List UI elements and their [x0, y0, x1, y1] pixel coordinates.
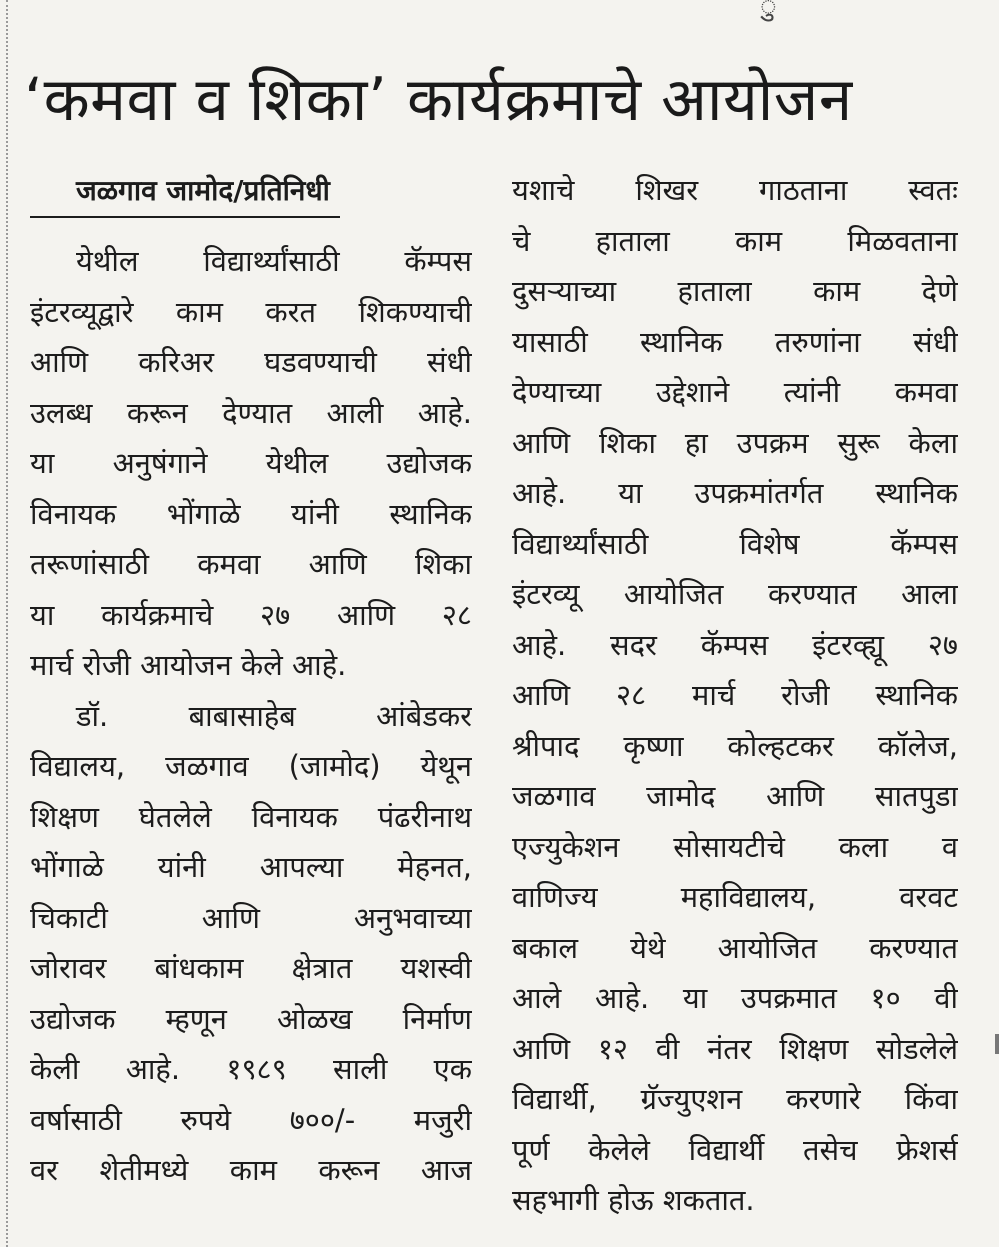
text-line: बकाल येथे आयोजित करण्यात	[512, 930, 958, 965]
text-line: इंटरव्यू आयोजित करण्यात आला	[512, 577, 958, 611]
text-line: या अनुषंगाने येथील उद्योजक	[30, 446, 472, 480]
article-column-right	[512, 165, 958, 1226]
text-line: विद्यार्थी, ग्रॅज्युएशन करणारे किंवा	[512, 1082, 958, 1116]
text-line: इंटरव्यूद्वारे काम करत शिकण्याची	[30, 294, 472, 329]
text-line: केली आहे. १९८९ साली एक	[30, 1052, 472, 1086]
text-line: वर्षासाठी रुपये ७००/- मजुरी	[30, 1102, 472, 1137]
text-line: चिकाटी आणि अनुभवाच्या	[30, 900, 472, 935]
text-line: येथील विद्यार्थ्यांसाठी कॅम्पस	[76, 244, 472, 278]
text-line: उलब्ध करून देण्यात आली आहे.	[30, 395, 472, 430]
article-column-left	[30, 165, 472, 1196]
text-line: आणि १२ वी नंतर शिक्षण सोडलेले	[512, 1031, 958, 1066]
text-line: विद्यालय, जळगाव (जामोद) येथून	[30, 749, 472, 783]
page-edge-mark	[995, 1034, 999, 1054]
text-line: दुसऱ्याच्या हाताला काम देणे	[512, 274, 958, 308]
text-line: देण्याच्या उद्देशाने त्यांनी कमवा	[512, 375, 958, 409]
text-line: शिक्षण घेतलेले विनायक पंढरीनाथ	[30, 799, 472, 834]
clipped-text-fragment: ु	[760, 0, 777, 22]
text-line: डॉ. बाबासाहेब आंबेडकर	[76, 698, 472, 733]
text-line: चे हाताला काम मिळवताना	[512, 223, 958, 258]
text-line: विद्यार्थ्यांसाठी विशेष कॅम्पस	[512, 526, 958, 561]
text-line: तरूणांसाठी कमवा आणि शिका	[30, 547, 472, 581]
text-line: श्रीपाद कृष्णा कोल्हटकर कॉलेज,	[512, 728, 958, 763]
text-line: यशाचे शिखर गाठताना स्वतः	[512, 173, 958, 207]
text-line: जळगाव जामोद आणि सातपुडा	[512, 779, 958, 813]
text-line: वर शेतीमध्ये काम करून आज	[30, 1153, 472, 1187]
text-line: आले आहे. या उपक्रमात १० वी	[512, 981, 958, 1015]
article-headline: ‘कमवा व शिका’ कार्यक्रमाचे आयोजन	[24, 65, 853, 135]
text-line: मार्च रोजी आयोजन केले आहे.	[30, 648, 347, 682]
text-line: आहे. या उपक्रमांतर्गत स्थानिक	[512, 476, 958, 510]
text-line: आणि २८ मार्च रोजी स्थानिक	[512, 678, 958, 712]
page-edge-dotted-rule	[6, 0, 8, 1247]
text-line: या कार्यक्रमाचे २७ आणि २८	[30, 597, 472, 632]
text-line: विनायक भोंगाळे यांनी स्थानिक	[30, 496, 472, 531]
text-line: एज्युकेशन सोसायटीचे कला व	[512, 829, 958, 864]
text-line: उद्योजक म्हणून ओळख निर्माण	[30, 1001, 472, 1036]
text-line: आहे. सदर कॅम्पस इंटरव्ह्यू २७	[512, 627, 958, 662]
text-line: आणि करिअर घडवण्याची संधी	[30, 345, 472, 379]
text-line: आणि शिका हा उपक्रम सुरू केला	[512, 425, 958, 460]
text-line: जोरावर बांधकाम क्षेत्रात यशस्वी	[30, 951, 472, 985]
text-line: यासाठी स्थानिक तरुणांना संधी	[512, 324, 958, 359]
text-line: पूर्ण केलेले विद्यार्थी तसेच फ्रेशर्स	[512, 1132, 958, 1167]
text-line: भोंगाळे यांनी आपल्या मेहनत,	[30, 850, 472, 884]
text-line: वाणिज्य महाविद्यालय, वरवट	[512, 880, 958, 914]
article-dateline: जळगाव जामोद/प्रतिनिधी	[30, 166, 340, 218]
text-line: सहभागी होऊ शकतात.	[512, 1183, 755, 1217]
